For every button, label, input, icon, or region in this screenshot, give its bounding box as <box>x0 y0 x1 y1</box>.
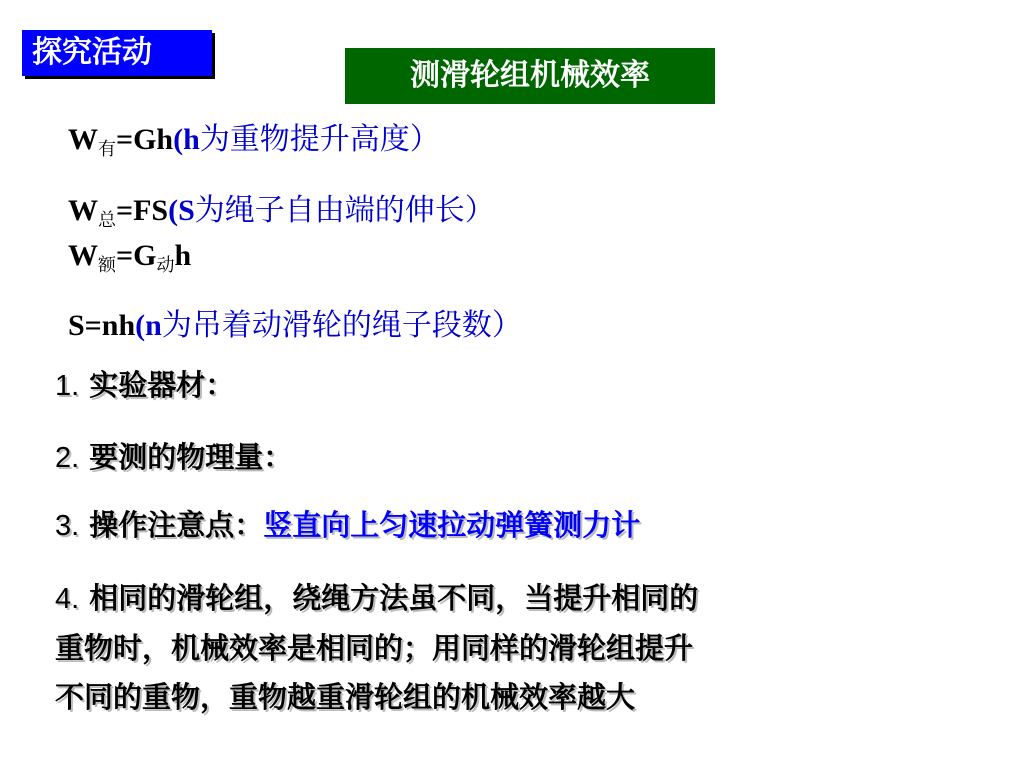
item-number: 3. <box>55 510 80 542</box>
formula-total-work <box>68 193 495 239</box>
formula-tail: h <box>174 239 192 272</box>
formula-description: 为绳子自由端的伸长） <box>194 193 495 228</box>
formula-paren: ( <box>135 309 146 342</box>
item-label: 实验器材： <box>79 368 235 402</box>
conclusion-paragraph <box>55 574 955 722</box>
formula-subscript-2: 动 <box>156 255 175 276</box>
formula-subscript: 额 <box>98 255 116 276</box>
formula-symbol: W <box>68 194 98 227</box>
formula-expression: =G <box>116 239 157 272</box>
conclusion-text-1: 相同的滑轮组，绕绳方法虽不同，当提升相同的 <box>79 581 699 615</box>
formula-variable: n <box>145 309 162 342</box>
formula-symbol: W <box>68 239 98 272</box>
formula-rope-length <box>68 308 522 344</box>
formula-expression: =Gh <box>116 123 174 156</box>
formula-symbol: W <box>68 123 98 156</box>
formula-subscript: 有 <box>98 139 116 160</box>
conclusion-line-1 <box>55 574 955 624</box>
item-highlight: 竖直向上匀速拉动弹簧测力计 <box>263 508 641 542</box>
list-item-quantities <box>55 434 292 481</box>
formula-variable: S <box>178 194 195 227</box>
list-item-precautions <box>55 502 640 549</box>
formula-useful-work <box>68 122 440 168</box>
conclusion-line-3: 不同的重物，重物越重滑轮组的机械效率越大 <box>55 680 636 714</box>
conclusion-line-2: 重物时，机械效率是相同的；用同样的滑轮组提升 <box>55 631 694 665</box>
activity-badge: 探究活动 <box>22 30 212 76</box>
formula-variable: h <box>183 123 200 156</box>
formula-subscript: 总 <box>98 210 116 231</box>
formula-description: 为重物提升高度） <box>199 122 440 157</box>
formula-paren: ( <box>173 123 184 156</box>
formula-description: 为吊着动滑轮的绳子段数） <box>161 308 522 343</box>
formula-paren: ( <box>168 194 179 227</box>
formula-extra-work <box>68 238 191 284</box>
item-number: 4. <box>55 583 80 615</box>
formula-expression: S=nh <box>68 309 136 342</box>
item-label: 要测的物理量： <box>79 440 293 474</box>
item-label: 操作注意点： <box>79 508 264 542</box>
list-item-materials <box>55 362 234 409</box>
slide-title: 测滑轮组机械效率 <box>345 48 715 104</box>
item-number: 2. <box>55 442 80 474</box>
item-number: 1. <box>55 370 80 402</box>
formula-expression: =FS <box>116 194 169 227</box>
